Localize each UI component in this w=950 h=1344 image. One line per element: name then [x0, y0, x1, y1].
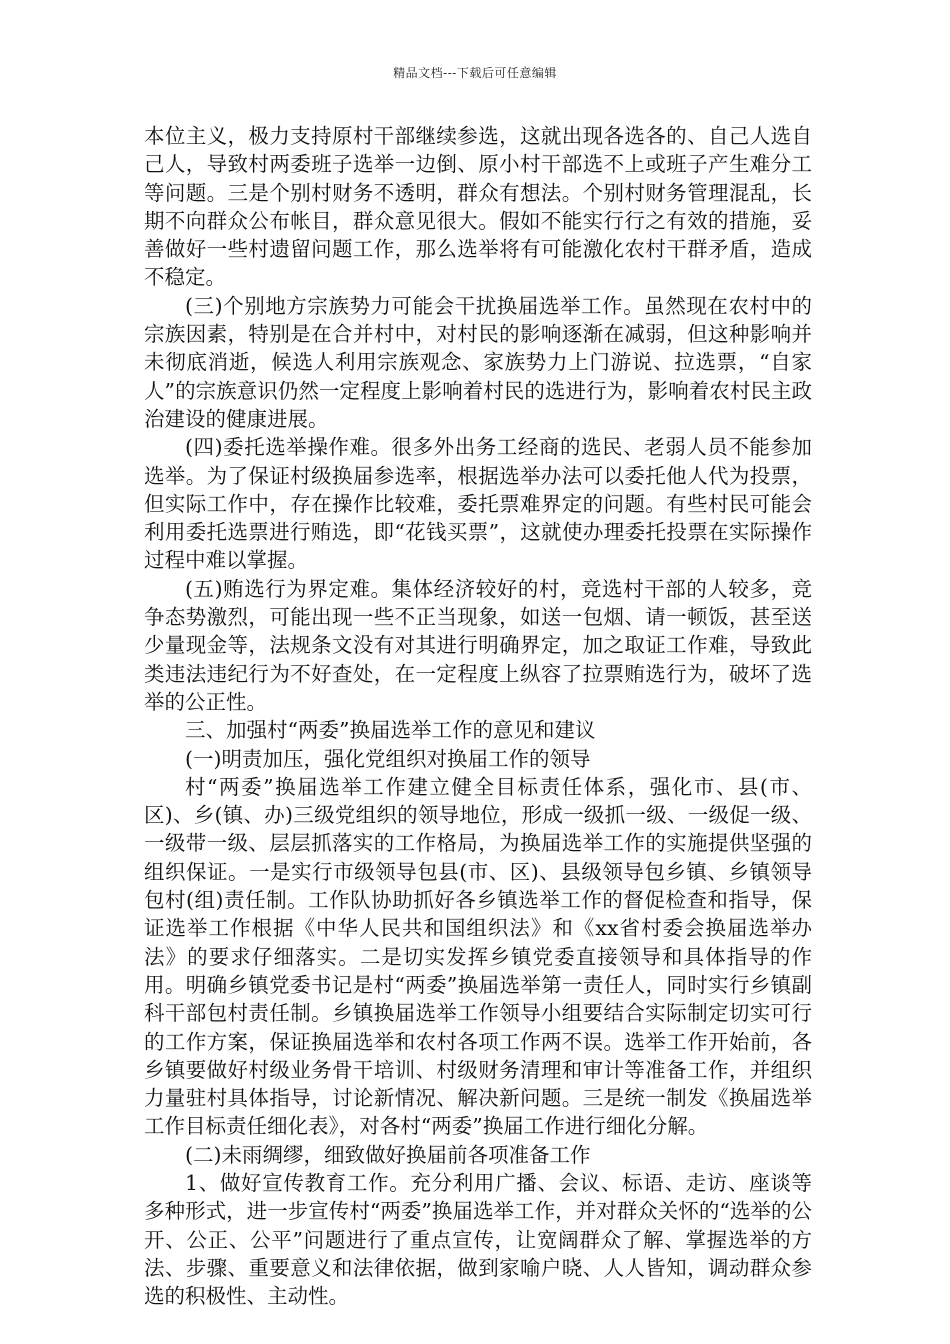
paragraph: 村“两委”换届选举工作建立健全目标责任体系，强化市、县(市、区)、乡(镇、办)三级党组织的领导地位，形成一级抓一级、一级促一级、一级带一级、层层抓落实的工作格局，为换届选举工作的实施提供坚强的组织保证。一是实行市级领导包县(市、区)、县级领导包乡镇、乡镇领导包村(组)责任制。工作队协助抓好各乡镇选举工作的督促检查和指导，保证选举工作根据《中华人民共和国组织法》和《xx省村委会换届选举办法》的要求仔细落实。二是切实发挥乡镇党委直接领导和具体指导的作用。明确乡镇党委书记是村“两委”换届选举第一责任人，同时实行乡镇副科干部包村责任制。乡镇换届选举工作领导小组要结合实际制定切实可行的工作方案，保证换届选举和农村各项工作两不误。选举工作开始前，各乡镇要做好村级业务骨干培训、村级财务清理和审计等准备工作，并组织力量驻村具体指导，讨论新情况、解决新问题。三是统一制发《换届选举工作目标责任细化表》，对各村“两委”换届工作进行细化分解。	[144, 774, 812, 1139]
page-header: 精品文档---下载后可任意编辑	[393, 66, 557, 80]
paragraph: (四)委托选举操作难。很多外出务工经商的选民、老弱人员不能参加选举。为了保证村级换届参选率，根据选举办法可以委托他人代为投票，但实际工作中，存在操作比较难，委托票难界定的问题。有些村民可能会利用委托选票进行贿选，即“花钱买票”，这就使办理委托投票在实际操作过程中难以掌握。	[144, 435, 812, 573]
subsection-heading: (一)明责加压，强化党组织对换届工作的领导	[185, 746, 591, 771]
document-body	[144, 122, 812, 1310]
section-heading: 三、加强村“两委”换届选举工作的意见和建议	[185, 718, 596, 743]
paragraph: (五)贿选行为界定难。集体经济较好的村，竞选村干部的人较多，竞争态势激烈，可能出现一些不正当现象，如送一包烟、请一顿饭，甚至送少量现金等，法规条文没有对其进行明确界定，加之取证工作难，导致此类违法违纪行为不好查处，在一定程度上纵容了拉票贿选行为，破坏了选举的公正性。	[144, 576, 812, 714]
paragraph: (三)个别地方宗族势力可能会干扰换届选举工作。虽然现在农村中的宗族因素，特别是在合并村中，对村民的影响逐渐在减弱，但这种影响并未彻底消逝，候选人利用宗族观念、家族势力上门游说、拉选票，“自家人”的宗族意识仍然一定程度上影响着村民的选进行为，影响着农村民主政治建设的健康进展。	[144, 293, 812, 431]
paragraph: 本位主义，极力支持原村干部继续参选，这就出现各选各的、自己人选自己人，导致村两委班子选举一边倒、原小村干部选不上或班子产生难分工等问题。三是个别村财务不透明，群众有想法。个别村财务管理混乱，长期不向群众公布帐目，群众意见很大。假如不能实行行之有效的措施，妥善做好一些村遗留问题工作，那么选举将有可能激化农村干群矛盾，造成不稳定。	[144, 124, 812, 290]
paragraph: 1、做好宣传教育工作。充分利用广播、会议、标语、走访、座谈等多种形式，进一步宣传村“两委”换届选举工作，并对群众关怀的“选举的公开、公正、公平”问题进行了重点宣传，让宽阔群众了解、掌握选举的方法、步骤、重要意义和法律依据，做到家喻户晓、人人皆知，调动群众参选的积极性、主动性。	[144, 1170, 812, 1309]
subsection-heading: (二)未雨绸缪，细致做好换届前各项准备工作	[185, 1142, 591, 1167]
